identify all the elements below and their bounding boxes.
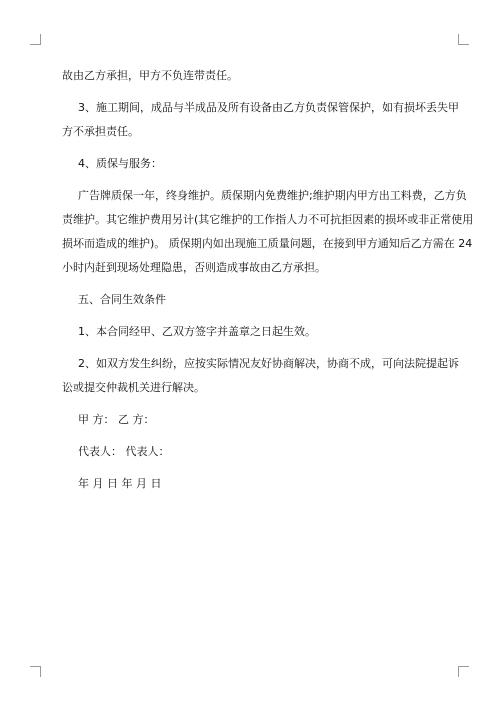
dispute-clause-line-2: 讼或提交仲裁机关进行解决。 xyxy=(62,381,205,394)
warranty-line-3: 损坏而造成的维护)。 质保期内如出现施工质量问题，在接到甲方通知后乙方需在 24 xyxy=(62,237,473,250)
dispute-clause-line-1: 2、如双方发生纠纷，应按实际情况友好协商解决，协商不成，可向法院提起诉 xyxy=(78,357,459,370)
signature-representatives: 代表人： 代表人： xyxy=(78,445,170,458)
effective-clause-1: 1、本合同经甲、乙双方签字并盖章之日起生效。 xyxy=(78,325,316,338)
crop-mark-top-right xyxy=(458,34,469,45)
signature-dates: 年 月 日 年 月 日 xyxy=(78,477,162,490)
signature-parties: 甲 方： 乙 方： xyxy=(78,413,155,426)
crop-mark-bottom-left xyxy=(30,666,41,677)
warranty-line-4: 小时内赶到现场处理隐患，否则造成事故由乙方承担。 xyxy=(62,261,326,274)
warranty-line-1: 广告牌质保一年，终身维护。质保期内免费维护;维护期内甲方出工料费，乙方负 xyxy=(78,189,467,202)
document-page xyxy=(62,64,474,496)
crop-mark-top-left xyxy=(30,34,41,45)
text-line-continuation: 故由乙方承担，甲方不负连带责任。 xyxy=(62,69,238,82)
crop-mark-bottom-right xyxy=(458,666,469,677)
clause-3-line-2: 方不承担责任。 xyxy=(62,125,139,138)
section-5-heading: 五、合同生效条件 xyxy=(78,293,166,306)
clause-3-line-1: 3、施工期间，成品与半成品及所有设备由乙方负责保管保护，如有损坏丢失甲 xyxy=(78,101,459,114)
warranty-line-2: 责维护。其它维护费用另计(其它维护的工作指人力不可抗拒因素的损坏或非正常使用 xyxy=(62,213,474,226)
clause-4-heading: 4、质保与服务： xyxy=(78,157,162,170)
